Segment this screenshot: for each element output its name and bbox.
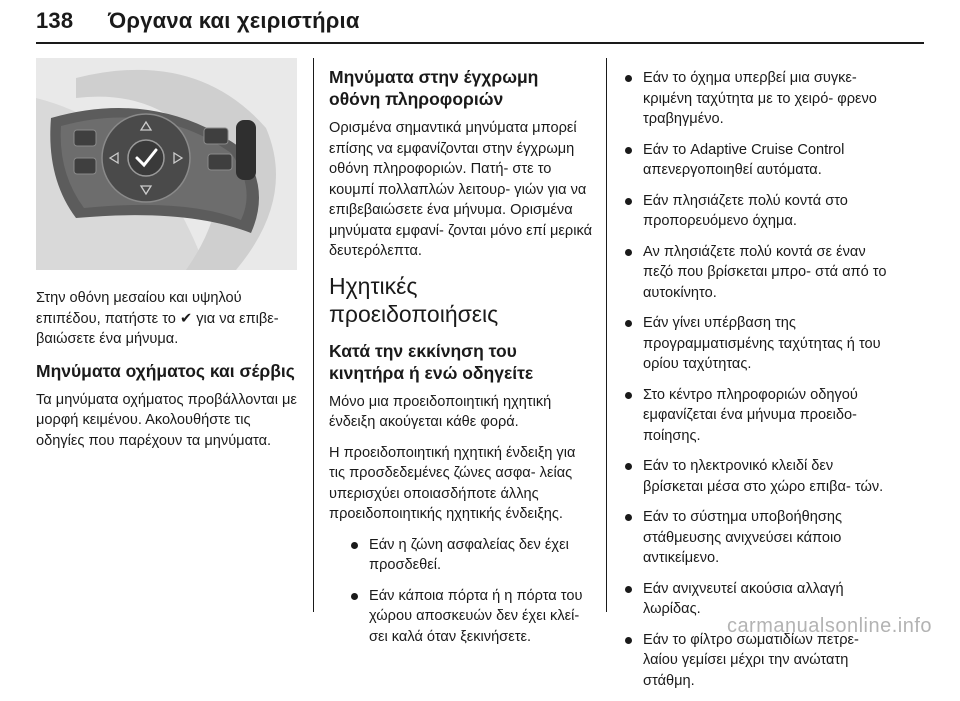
steering-wheel-controls-figure (36, 58, 297, 270)
header-rule (36, 42, 924, 44)
middle-column (329, 58, 593, 657)
column-divider-right (606, 58, 607, 612)
list-item: Εάν το σύστημα υποβοήθησης στάθμευσης ανιχνεύσει κάποιο αντικείμενο. (621, 507, 891, 569)
column-divider-left (313, 58, 314, 612)
list-item: Εάν ανιχνευτεί ακούσια αλλαγή λωρίδας. (621, 579, 891, 620)
chime-conditions-list-continued (621, 68, 891, 691)
vehicle-messages-heading: Μηνύματα οχήματος και σέρβις (36, 360, 295, 381)
steering-wheel-illustration (36, 58, 297, 270)
left-column (36, 58, 298, 461)
list-item: Εάν το φίλτρο σωματιδίων πετρε- λαίου γεμίσει μέχρι την ανώτατη στάθμη. (621, 630, 891, 692)
page-title: Όργανα και χειριστήρια (108, 8, 360, 33)
page-header (36, 8, 360, 34)
chime-paragraph-2: Η προειδοποιητική ηχητική ένδειξη για τις προσδεδεμένες ζώνες ασφα- λείας υπερισχύει οποιασδήποτε άλλης προειδοποιητικής ηχητικής ένδειξης. (329, 444, 576, 522)
watermark: carmanualsonline.info (726, 615, 932, 637)
right-column (621, 68, 891, 701)
chime-paragraph-1: Μόνο μια προειδοποιητική ηχητική ένδειξη ακούγεται κάθε φορά. (329, 393, 552, 430)
list-item: Εάν το όχημα υπερβεί μια συγκε- κριμένη ταχύτητα με το χειρό- φρενο τραβηγμένο. (621, 68, 891, 130)
checkmark-icon: ✔ (179, 310, 193, 327)
list-item: Στο κέντρο πληροφοριών οδηγού εμφανίζεται ένα μήνυμα προειδο- ποίησης. (621, 385, 891, 447)
list-item: Εάν πλησιάζετε πολύ κοντά στο προπορευόμενο όχημα. (621, 191, 891, 232)
list-item: Αν πλησιάζετε πολύ κοντά σε έναν πεζό που βρίσκεται μπρο- στά από το αυτοκίνητο. (621, 242, 891, 304)
list-item: Εάν γίνει υπέρβαση της προγραμματισμένης ταχύτητας ή του ορίου ταχύτητας. (621, 313, 891, 375)
info-display-paragraph: Ορισμένα σημαντικά μηνύματα μπορεί επίσης να εμφανίζονται στην έγχρωμη οθόνη πληροφοριών. Πατή- στε το κουμπί πολλαπλών λειτουρ- γιών για να επιβεβαιώσετε ένα μήνυμα. Ορισμένα μηνύματα εμφανί- ζονται μόνο επί μερικά δευτερόλεπτα. (329, 120, 593, 259)
list-item: Εάν η ζώνη ασφαλείας δεν έχει προσδεθεί. (329, 535, 593, 576)
engine-start-subheading: Κατά την εκκίνηση του κινητήρα ή ενώ οδηγείτε (329, 340, 534, 383)
page-number: 138 (36, 8, 74, 33)
list-item: Εάν το Adaptive Cruise Control απενεργοποιηθεί αυτόματα. (621, 140, 891, 181)
list-item: Εάν το ηλεκτρονικό κλειδί δεν βρίσκεται μέσα στο χώρο επιβα- τών. (621, 456, 891, 497)
figure-caption: Στην οθόνη μεσαίου και υψηλού επιπέδου, πατήστε το ✔ για να επιβε- βαιώσετε ένα μήνυμα. (36, 290, 279, 347)
warning-chimes-heading: Ηχητικές προειδοποιήσεις (329, 272, 499, 327)
vehicle-messages-body: Τα μηνύματα οχήματος προβάλλονται με μορφή κειμένου. Ακολουθήστε τις οδηγίες που παρέχουν τα μηνύματα. (36, 391, 297, 449)
list-item: Εάν κάποια πόρτα ή η πόρτα του χώρου αποσκευών δεν έχει κλεί- σει καλά όταν ξεκινήσετε. (329, 586, 593, 648)
chime-conditions-list (329, 535, 593, 648)
info-display-messages-heading: Μηνύματα στην έγχρωμη οθόνη πληροφοριών (329, 67, 539, 109)
